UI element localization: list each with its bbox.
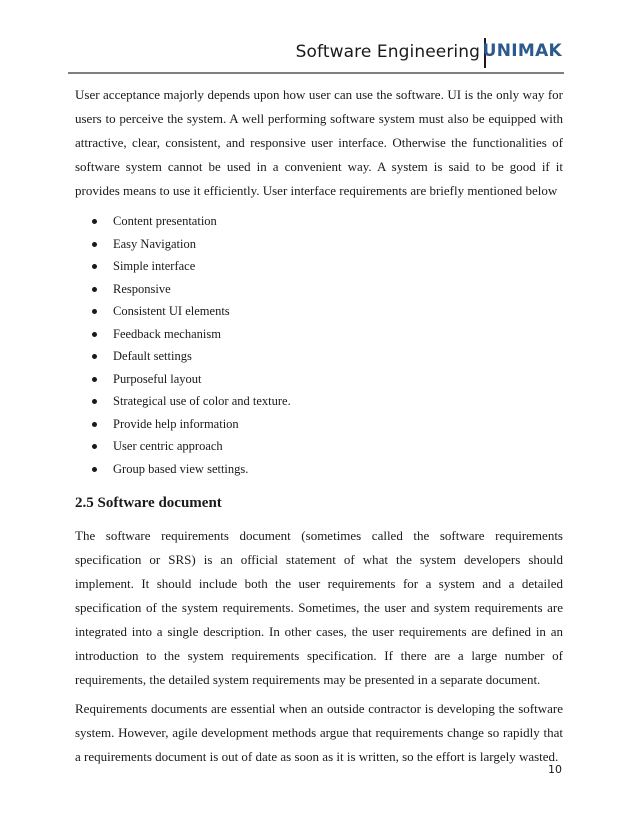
bullet-icon (92, 467, 97, 472)
bullet-icon (92, 444, 97, 449)
page-content (75, 83, 563, 769)
intro-paragraph: User acceptance majorly depends upon how user can use the software. UI is the only way for users to perceive the system. A well performing software system must also be equipped with attractive, clear, consistent, and responsive user interface. Otherwise the functionalities of software system cannot be used in a convenient way. A system is said to be good if it provides means to use it efficiently. User interface requirements are briefly mentioned below (75, 87, 563, 198)
header-rule (68, 72, 564, 74)
list-item-label: Easy Navigation (113, 236, 196, 251)
section-heading: 2.5 Software document (75, 495, 222, 511)
list-item (75, 255, 563, 278)
list-item-label: Responsive (113, 281, 171, 296)
list-item (75, 233, 563, 256)
list-item-label: Purposeful layout (113, 371, 202, 386)
bullet-icon (92, 264, 97, 269)
list-item (75, 368, 563, 391)
list-item-label: Strategical use of color and texture. (113, 394, 291, 408)
bullet-icon (92, 332, 97, 337)
list-item-label: Consistent UI elements (113, 304, 230, 318)
list-item (75, 413, 563, 436)
bullet-icon (92, 377, 97, 382)
list-item (75, 458, 563, 481)
bullet-icon (92, 242, 97, 247)
list-item (75, 390, 563, 413)
list-item (75, 323, 563, 346)
list-item-label: Simple interface (113, 259, 196, 273)
list-item (75, 300, 563, 323)
ui-requirements-list (75, 210, 563, 480)
page-header (70, 36, 564, 72)
bullet-icon (92, 219, 97, 224)
header-brand-logo: UNIMAK (482, 41, 562, 61)
list-item-label: Default settings (113, 349, 192, 363)
list-item-label: Feedback mechanism (113, 326, 221, 341)
list-item (75, 278, 563, 301)
bullet-icon (92, 354, 97, 359)
bullet-icon (92, 399, 97, 404)
header-title: Software Engineering (295, 42, 480, 62)
list-item-label: User centric approach (113, 439, 223, 453)
bullet-icon (92, 309, 97, 314)
list-item (75, 435, 563, 458)
srs-paragraph: The software requirements document (sometimes called the software requirements specification or SRS) is an official statement of what the system developers should implement. It should include both the user requirements for a system and a detailed specification of the system requirements. Sometimes, the user and system requirements are integrated into a single description. In other cases, the user requirements are defined in an introduction to the system requirements specification. If there are a large number of requirements, the detailed system requirements may be presented in a separate document. (75, 528, 563, 687)
list-item-label: Group based view settings. (113, 461, 249, 476)
list-item (75, 345, 563, 368)
list-item-label: Provide help information (113, 416, 239, 431)
bullet-icon (92, 287, 97, 292)
requirements-docs-paragraph: Requirements documents are essential when an outside contractor is developing the software system. However, agile development methods argue that requirements change so rapidly that a requirements document is out of date as soon as it is written, so the effort is largely wasted. (75, 701, 563, 764)
list-item (75, 210, 563, 233)
page-number: 10 (548, 763, 562, 776)
list-item-label: Content presentation (113, 214, 217, 228)
bullet-icon (92, 422, 97, 427)
